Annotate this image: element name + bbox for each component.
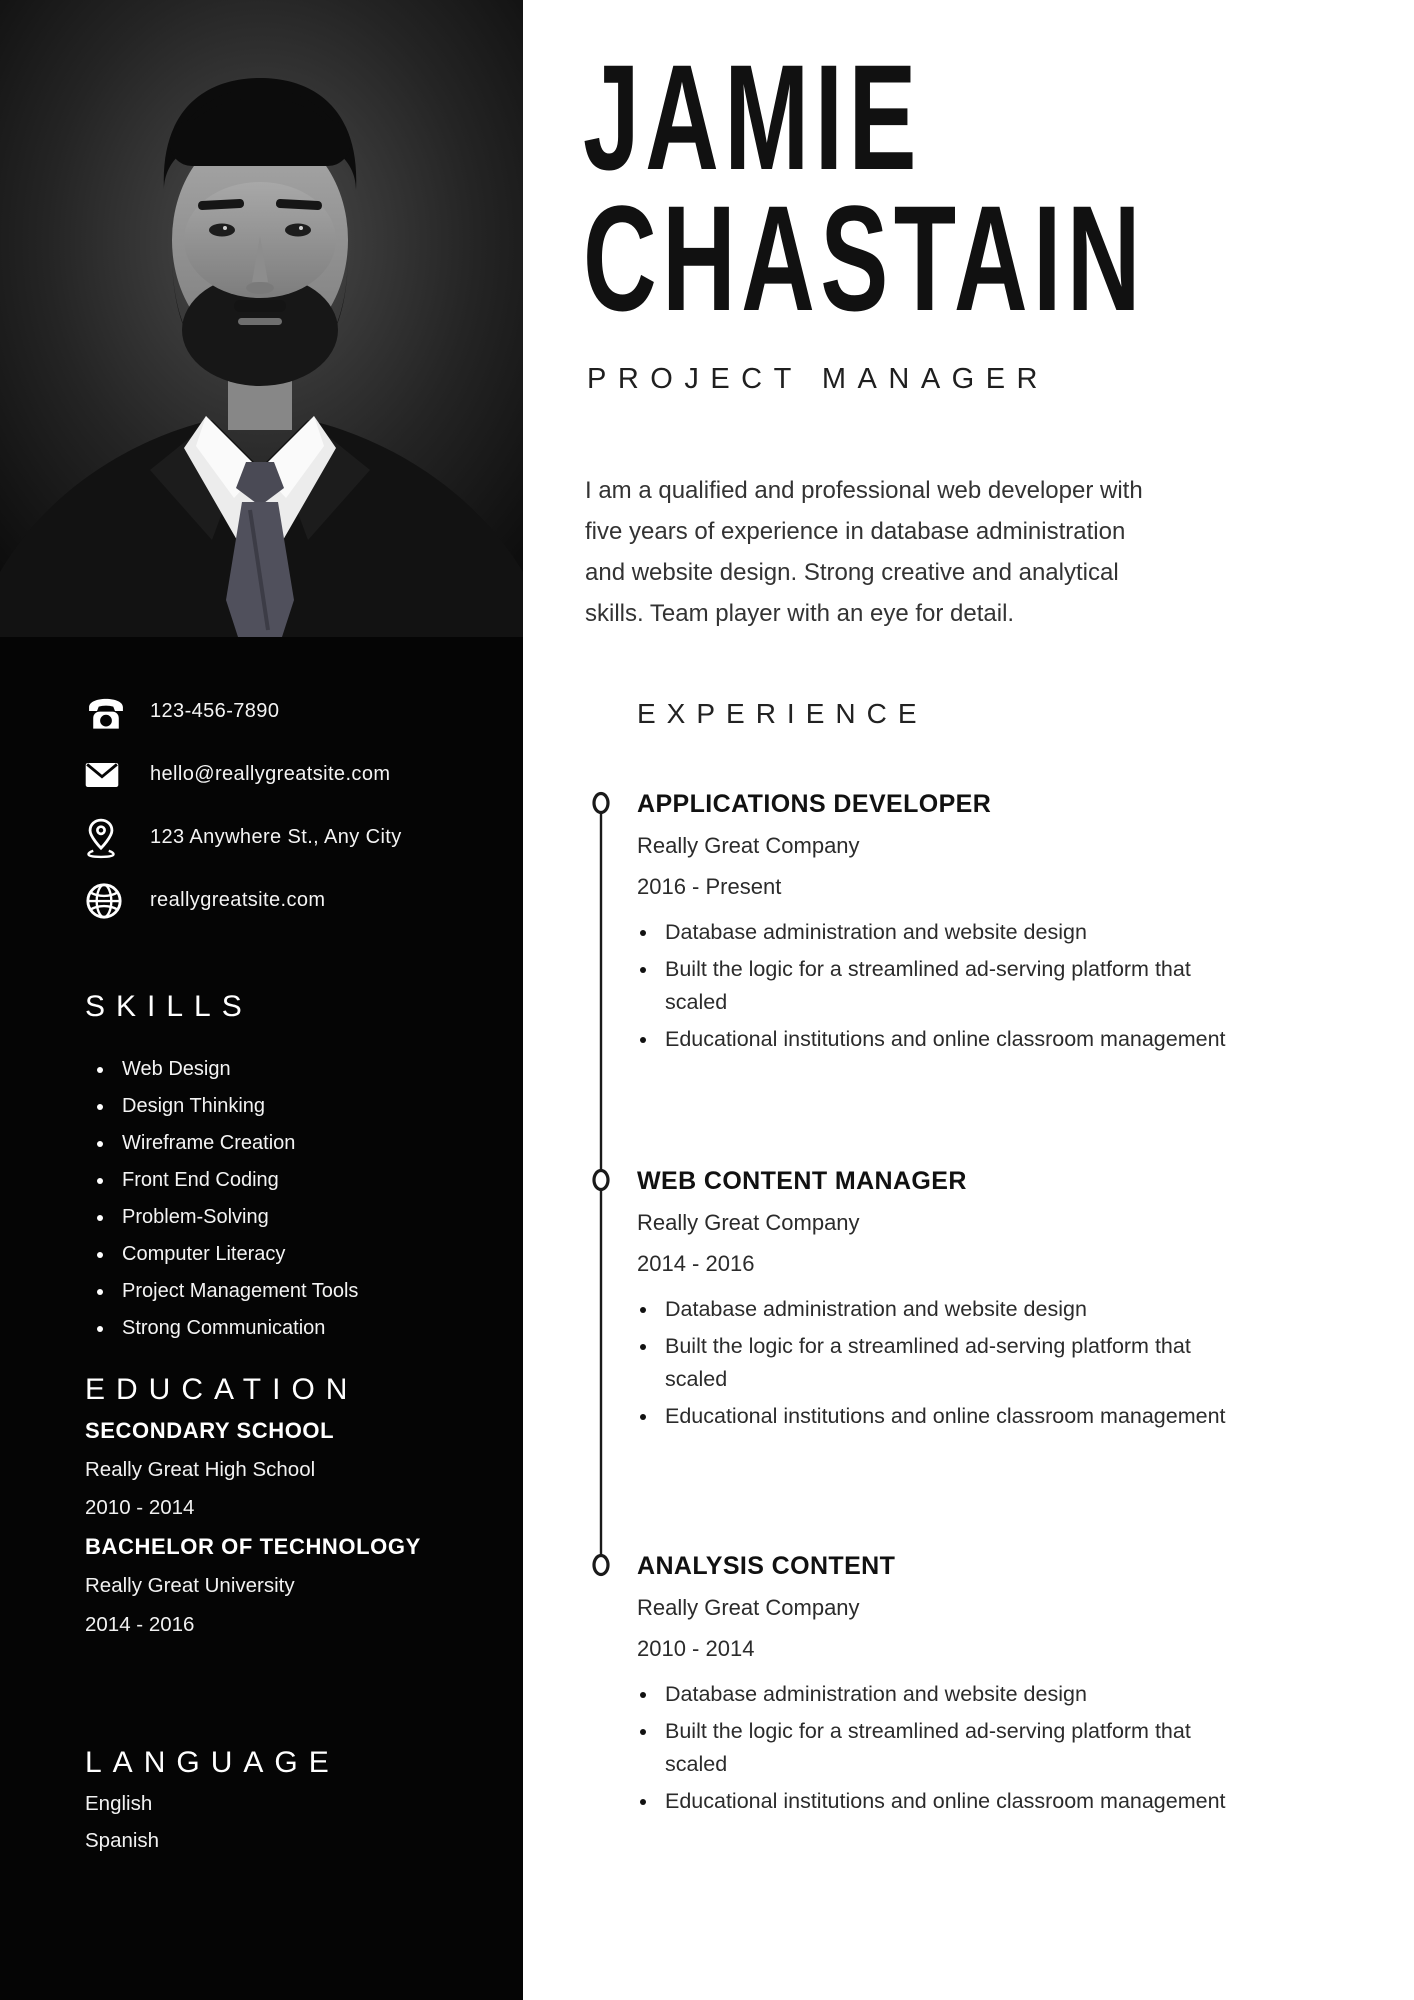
- profile-summary: [585, 470, 1345, 634]
- email-icon: [85, 762, 131, 788]
- experience-bullet: Database administration and website design: [637, 1678, 1255, 1711]
- candidate-name: [583, 33, 1146, 342]
- experience-title: EXPERIENCE: [637, 698, 928, 729]
- contact-email: [85, 743, 505, 806]
- experience-bullet: Built the logic for a streamlined ad-serving platform that scaled: [637, 1330, 1255, 1396]
- education-dates: 2010 - 2014: [85, 1496, 195, 1520]
- education-dates: 2014 - 2016: [85, 1612, 195, 1636]
- website-icon: [85, 882, 131, 920]
- profile-photo: [0, 0, 523, 637]
- experience-bullet: Educational institutions and online classroom management: [637, 1785, 1255, 1818]
- summary-line: and website design. Strong creative and analytical: [585, 559, 1119, 586]
- skill-item: Design Thinking: [85, 1088, 485, 1125]
- experience-dates: 2010 - 2014: [637, 1636, 755, 1661]
- contact-section: [85, 680, 505, 932]
- experience-bullet: Built the logic for a streamlined ad-serving platform that scaled: [637, 953, 1255, 1019]
- experience-bullet-list: [637, 1293, 1277, 1433]
- skill-item: Project Management Tools: [85, 1273, 485, 1310]
- experience-bullet: Database administration and website design: [637, 916, 1255, 949]
- experience-bullet: Educational institutions and online classroom management: [637, 1023, 1255, 1056]
- name-line1: JAMIE: [583, 33, 922, 201]
- contact-address-text: 123 Anywhere St., Any City: [150, 826, 402, 848]
- contact-website: [85, 869, 505, 932]
- experience-bullet: Educational institutions and online classroom management: [637, 1400, 1255, 1433]
- skill-item: Wireframe Creation: [85, 1125, 485, 1162]
- experience-bullet-list: [637, 1678, 1277, 1818]
- language-item: English: [85, 1792, 153, 1815]
- experience-company: Really Great Company: [637, 1595, 860, 1620]
- summary-line: five years of experience in database administration: [585, 518, 1126, 545]
- contact-address: [85, 806, 505, 869]
- experience-entry: [637, 1551, 1277, 1822]
- experience-company: Really Great Company: [637, 833, 860, 858]
- experience-entry: [637, 789, 1277, 1060]
- contact-phone-text: 123-456-7890: [150, 700, 280, 722]
- skill-item: Web Design: [85, 1051, 485, 1088]
- language-title: LANGUAGE: [85, 1746, 340, 1779]
- experience-entry: [637, 1166, 1277, 1437]
- skills-list: [85, 1051, 485, 1347]
- language-item: Spanish: [85, 1828, 160, 1852]
- education-degree: SECONDARY SCHOOL: [85, 1418, 335, 1443]
- experience-role: APPLICATIONS DEVELOPER: [637, 790, 992, 818]
- contact-email-text: hello@reallygreatsite.com: [150, 763, 391, 785]
- education-degree: BACHELOR OF TECHNOLOGY: [85, 1534, 421, 1560]
- contact-website-text: reallygreatsite.com: [150, 889, 326, 911]
- experience-company: Really Great Company: [637, 1210, 860, 1235]
- experience-role: WEB CONTENT MANAGER: [637, 1167, 967, 1195]
- language-section: [85, 1786, 159, 1859]
- experience-dates: 2014 - 2016: [637, 1251, 755, 1276]
- experience-bullet-list: [637, 916, 1277, 1056]
- education-school: Really Great High School: [85, 1457, 316, 1481]
- phone-icon: [85, 693, 131, 731]
- skill-item: Front End Coding: [85, 1162, 485, 1199]
- experience-role: ANALYSIS CONTENT: [637, 1552, 896, 1580]
- location-icon: [85, 817, 131, 859]
- summary-line: I am a qualified and professional web developer with: [585, 477, 1143, 504]
- skills-title: SKILLS: [85, 990, 253, 1023]
- skill-item: Problem-Solving: [85, 1199, 485, 1236]
- education-title: EDUCATION: [85, 1373, 359, 1406]
- experience-dates: 2016 - Present: [637, 874, 782, 899]
- skill-item: Computer Literacy: [85, 1236, 485, 1273]
- skill-item: Strong Communication: [85, 1310, 485, 1347]
- education-section: [85, 1412, 505, 1644]
- sidebar: [0, 0, 523, 2000]
- summary-line: skills. Team player with an eye for detail.: [585, 600, 1015, 627]
- contact-phone: [85, 680, 505, 743]
- experience-bullet: Database administration and website design: [637, 1293, 1255, 1326]
- experience-timeline: [580, 780, 622, 1580]
- education-school: Really Great University: [85, 1573, 295, 1597]
- job-title: PROJECT MANAGER: [587, 363, 1050, 395]
- name-line2: CHASTAIN: [583, 174, 1146, 342]
- experience-bullet: Built the logic for a streamlined ad-serving platform that scaled: [637, 1715, 1255, 1781]
